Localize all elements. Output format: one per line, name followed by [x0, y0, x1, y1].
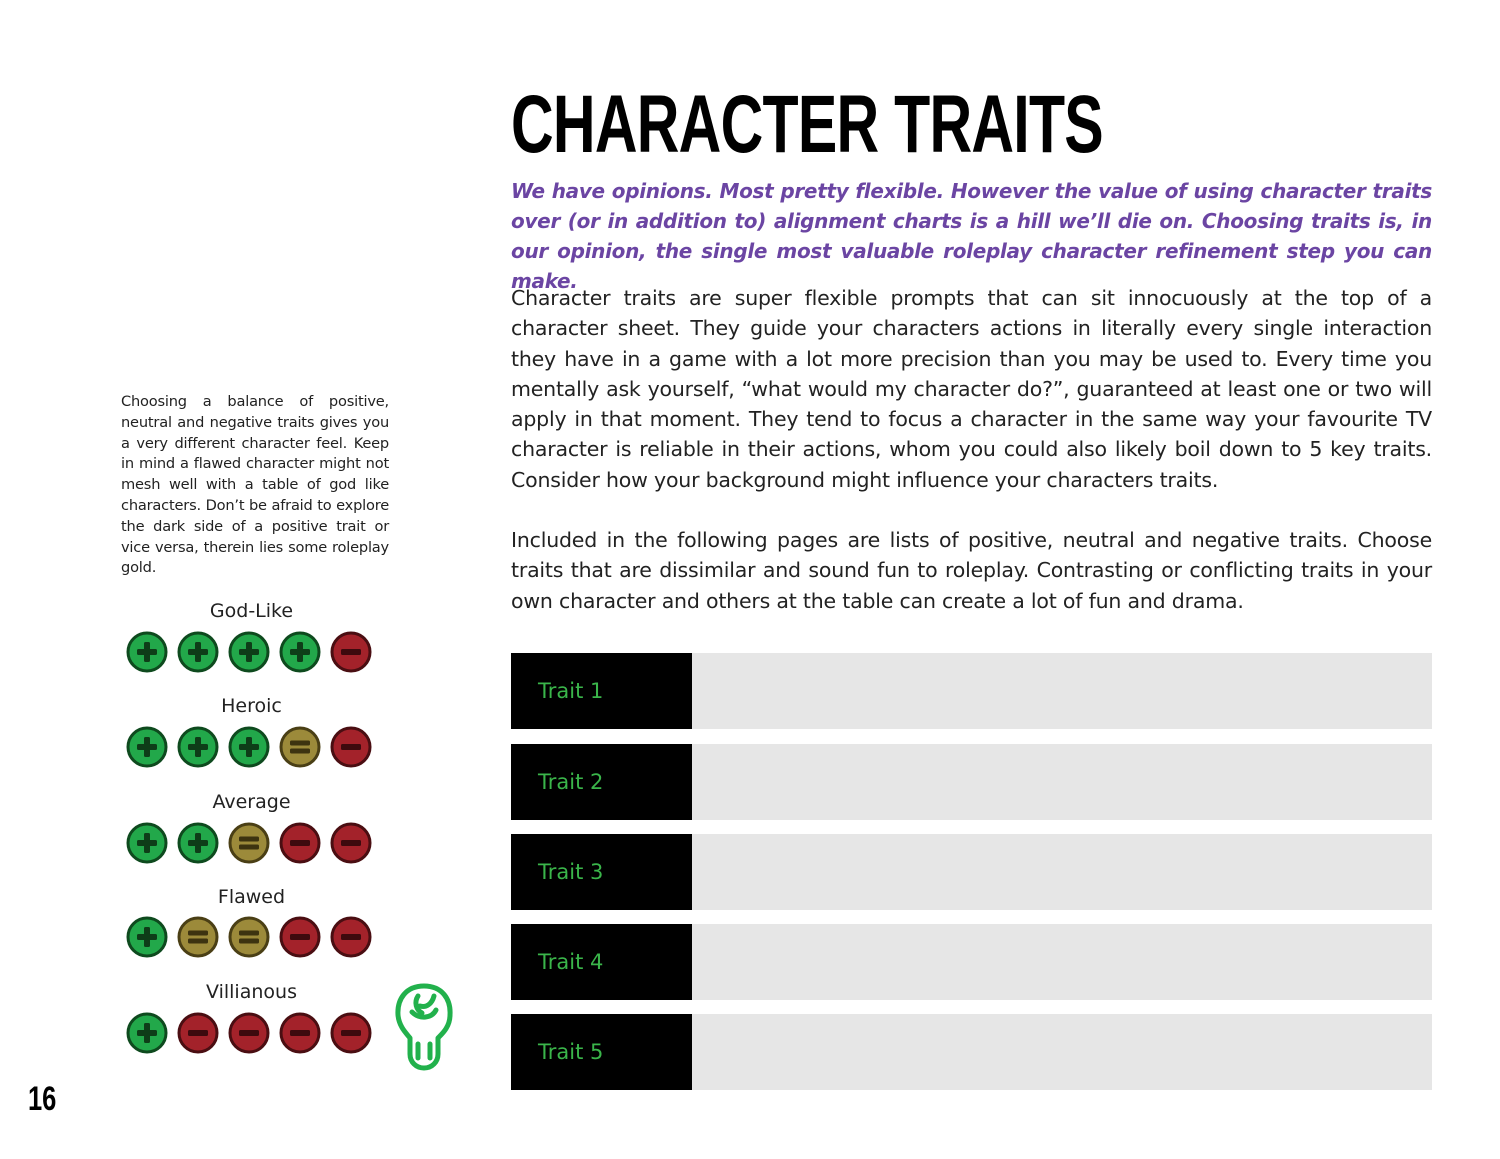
- level-tokens-flawed: [126, 916, 372, 958]
- page-number: 16: [28, 1080, 57, 1118]
- level-label-flawed: Flawed: [217, 886, 286, 908]
- level-label-god-like: God-Like: [209, 600, 294, 622]
- trait-3-field[interactable]: [692, 834, 1432, 910]
- trait-2-field[interactable]: [692, 744, 1432, 820]
- plus-token-icon: [126, 916, 168, 958]
- equals-token-icon: [228, 916, 270, 958]
- minus-token-icon: [330, 822, 372, 864]
- level-label-average: Average: [212, 791, 291, 813]
- minus-token-icon: [279, 1012, 321, 1054]
- plus-token-icon: [279, 631, 321, 673]
- minus-token-icon: [330, 726, 372, 768]
- trait-label: Trait 3: [511, 834, 692, 910]
- trait-row: [511, 744, 1432, 820]
- plus-token-icon: [177, 631, 219, 673]
- trait-label: Trait 1: [511, 653, 692, 729]
- plus-token-icon: [228, 726, 270, 768]
- minus-token-icon: [228, 1012, 270, 1054]
- minus-token-icon: [330, 916, 372, 958]
- plus-token-icon: [126, 726, 168, 768]
- minus-token-icon: [177, 1012, 219, 1054]
- level-label-villianous: Villianous: [206, 981, 297, 1003]
- trait-label: Trait 5: [511, 1014, 692, 1090]
- equals-token-icon: [228, 822, 270, 864]
- trait-row: [511, 924, 1432, 1000]
- trait-label: Trait 2: [511, 744, 692, 820]
- minus-token-icon: [279, 822, 321, 864]
- equals-token-icon: [177, 916, 219, 958]
- body-paragraph-2: Included in the following pages are lists of positive, neutral and negative traits. Choose traits that are dissimilar and sound fun to roleplay. Contrasting or conflicting traits in your own character and others at the table can create a lot of fun and drama.: [511, 528, 1432, 613]
- page-title: CHARACTER TRAITS: [511, 79, 1103, 170]
- intro-text: We have opinions. Most pretty flexible. However the value of using character traits over (or in addition to) alignment charts is a hill we’ll die on. Choosing traits is, in our opinion, the single most valuable roleplay character refinement step you can make.: [511, 179, 1432, 293]
- trait-row: [511, 1014, 1432, 1090]
- level-tokens-villianous: [126, 1012, 372, 1054]
- plus-token-icon: [177, 726, 219, 768]
- sidebar-note: Choosing a balance of positive, neutral and negative traits gives you a very different character feel. Keep in mind a flawed character might not mesh well with a table of god like characters. Don’t be afraid to explore the dark side of a positive trait or vice versa, therein lies some roleplay gold.: [121, 393, 389, 577]
- level-tokens-average: [126, 822, 372, 864]
- plus-token-icon: [126, 631, 168, 673]
- body-paragraph-1: Character traits are super flexible prompts that can sit innocuously at the top of a character sheet. They guide your characters actions in literally every single interaction they have in a game with a lot more precision than you may be used to. Every time you mentally ask yourself, “what would my character do?”, guaranteed at least one or two will apply in that moment. They tend to focus a character in the same way your favourite TV character is reliable in their actions, whom you could also likely boil down to 5 key traits. Consider how your background might influence your characters traits.: [511, 286, 1432, 492]
- trait-4-field[interactable]: [692, 924, 1432, 1000]
- trait-label: Trait 4: [511, 924, 692, 1000]
- equals-token-icon: [279, 726, 321, 768]
- level-tokens-god-like: [126, 631, 372, 673]
- skull-logo-icon: [392, 982, 456, 1072]
- plus-token-icon: [228, 631, 270, 673]
- level-label-heroic: Heroic: [221, 695, 282, 717]
- trait-row: [511, 653, 1432, 729]
- plus-token-icon: [177, 822, 219, 864]
- minus-token-icon: [330, 1012, 372, 1054]
- minus-token-icon: [279, 916, 321, 958]
- trait-1-field[interactable]: [692, 653, 1432, 729]
- trait-5-field[interactable]: [692, 1014, 1432, 1090]
- plus-token-icon: [126, 1012, 168, 1054]
- level-tokens-heroic: [126, 726, 372, 768]
- minus-token-icon: [330, 631, 372, 673]
- plus-token-icon: [126, 822, 168, 864]
- trait-row: [511, 834, 1432, 910]
